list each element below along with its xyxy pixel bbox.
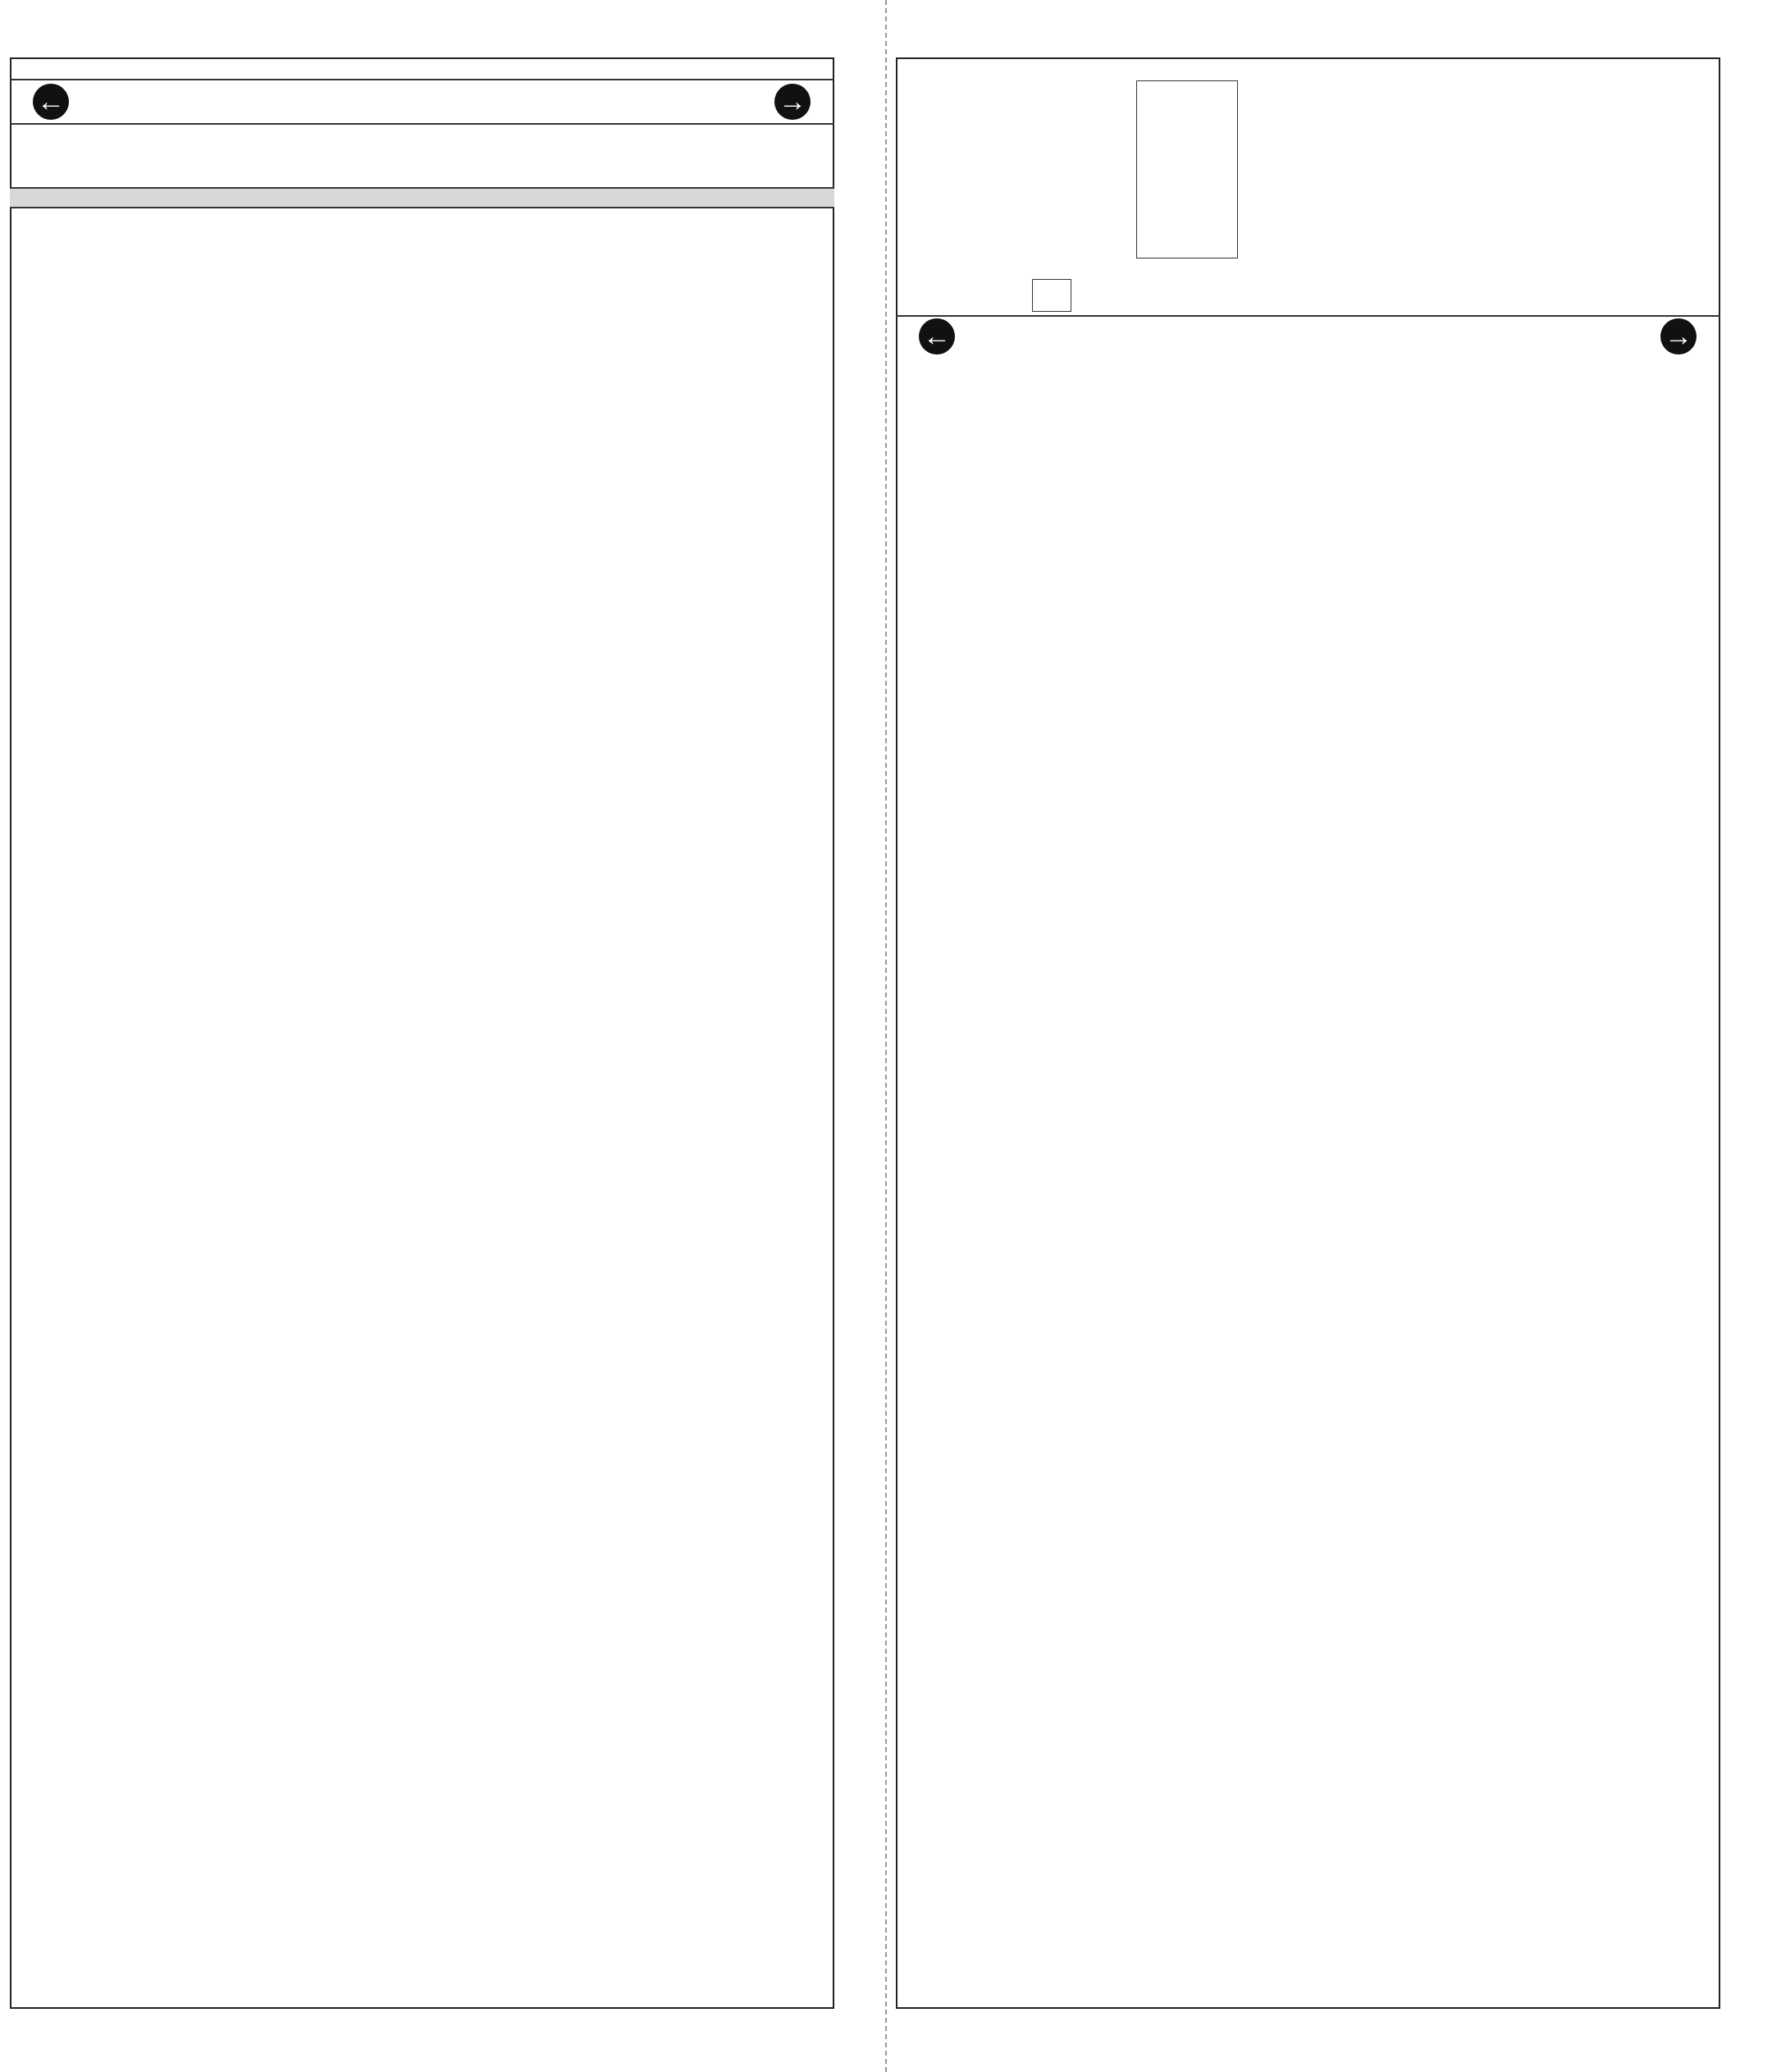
arrow-left-icon: ← <box>33 84 69 120</box>
shaded-band <box>10 187 834 208</box>
arrow-left-icon-back: ← <box>919 318 955 354</box>
arrow-right-icon: → <box>774 84 811 120</box>
arrow-right-icon-back: → <box>1660 318 1697 354</box>
back-page <box>896 57 1720 2009</box>
affidavit-stamp-box <box>1136 80 1238 258</box>
stub-box <box>1032 279 1071 312</box>
front-page <box>10 57 834 2009</box>
page-divider <box>885 0 887 2072</box>
